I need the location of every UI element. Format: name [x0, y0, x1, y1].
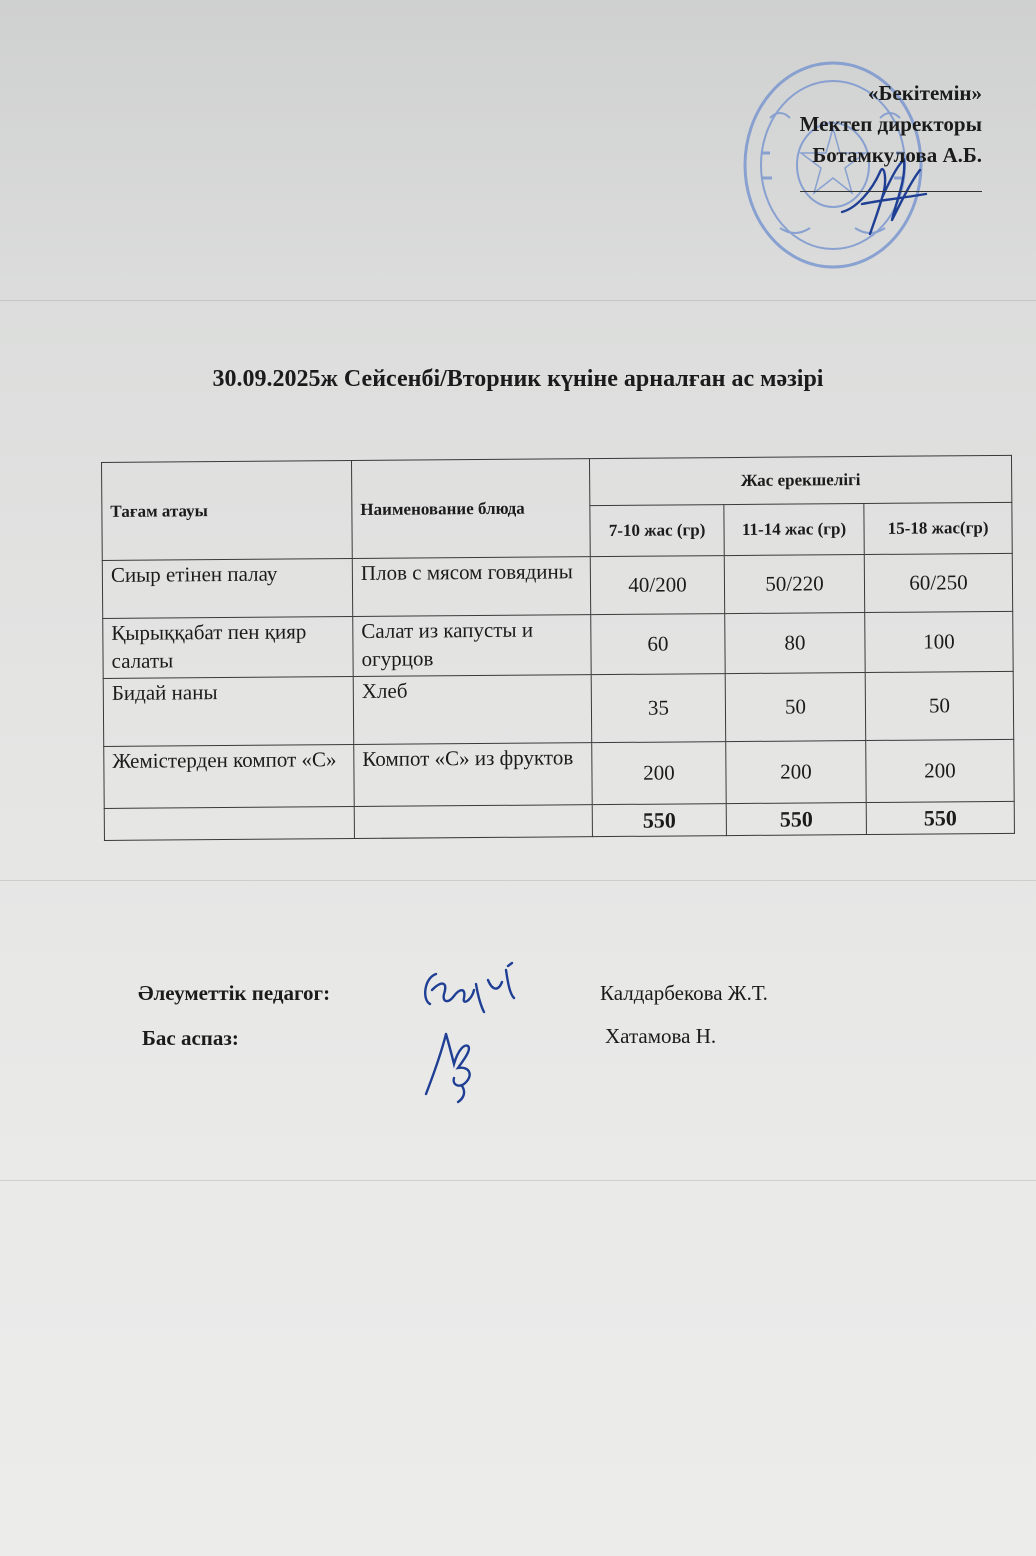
- total-7-10: 550: [592, 804, 726, 837]
- dish-name-kz: Қырыққабат пен қияр салаты: [103, 617, 353, 679]
- approval-line: Ботамкулова А.Б.: [812, 143, 982, 167]
- portion-11-14: 50/220: [724, 555, 864, 614]
- approval-block: [722, 78, 982, 171]
- dish-name-ru: Компот «С» из фруктов: [354, 743, 592, 807]
- dish-name-ru: Хлеб: [353, 675, 592, 745]
- menu-table: [101, 455, 1015, 841]
- header-age-7-10: 7-10 жас (гр): [590, 505, 724, 557]
- total-15-18: 550: [866, 801, 1014, 834]
- table-row: [103, 611, 1013, 678]
- portion-11-14: 80: [725, 613, 865, 674]
- dish-name-ru: Плов с мясом говядины: [352, 557, 590, 617]
- table-row: [102, 553, 1012, 618]
- dish-name-ru: Салат из капусты и огурцов: [353, 615, 591, 677]
- table-header-row: [102, 455, 1012, 509]
- header-age-15-18: 15-18 жас(гр): [864, 502, 1012, 554]
- portion-15-18: 100: [865, 611, 1013, 672]
- page-title: 30.09.2025ж Сейсенбі/Вторник күніне арналған ас мәзірі: [212, 366, 824, 392]
- table-row: [103, 671, 1014, 746]
- signature-role: Әлеуметтік педагог:: [138, 981, 331, 1005]
- table-row: [104, 739, 1014, 808]
- dish-name-kz: Сиыр етінен палау: [102, 559, 352, 619]
- approval-line: Мектеп директоры: [799, 112, 982, 136]
- total-11-14: 550: [726, 803, 866, 836]
- header-age-11-14: 11-14 жас (гр): [724, 504, 864, 556]
- signature-name-social-pedagogue: [600, 981, 768, 1006]
- social-pedagogue-signature-icon: [418, 960, 528, 1022]
- paper-fold: [0, 300, 1036, 301]
- header-age-group: Жас ерекшелігі: [589, 455, 1011, 505]
- portion-7-10: 35: [591, 674, 726, 743]
- approval-signature-line: [800, 191, 982, 192]
- portion-7-10: 60: [591, 614, 725, 675]
- paper-fold: [0, 880, 1036, 881]
- portion-15-18: 60/250: [864, 553, 1012, 612]
- signature-name-head-cook: [605, 1024, 716, 1049]
- portion-15-18: 200: [866, 739, 1015, 802]
- portion-15-18: 50: [865, 671, 1014, 740]
- table-total-row: [104, 801, 1014, 840]
- signature-role-social-pedagogue: [138, 981, 330, 1006]
- portion-7-10: 200: [592, 742, 726, 805]
- total-empty-cell: [354, 805, 592, 839]
- portion-7-10: 40/200: [590, 556, 724, 615]
- dish-name-kz: Жемістерден компот «С»: [104, 745, 354, 809]
- approval-line: «Бекітемін»: [867, 81, 982, 105]
- paper-fold: [0, 1180, 1036, 1181]
- dish-name-kz: Бидай наны: [103, 677, 354, 747]
- signature-name: Калдарбекова Ж.Т.: [600, 981, 768, 1005]
- signature-role-head-cook: [142, 1026, 239, 1051]
- signature-role: Бас аспаз:: [142, 1026, 239, 1050]
- head-cook-signature-icon: [418, 1028, 488, 1104]
- total-empty-cell: [104, 807, 354, 841]
- portion-11-14: 200: [726, 741, 866, 804]
- header-name-ru: Наименование блюда: [351, 459, 590, 559]
- portion-11-14: 50: [725, 673, 866, 742]
- header-name-kz: Тағам атауы: [102, 461, 353, 561]
- signature-name: Хатамова Н.: [605, 1024, 717, 1048]
